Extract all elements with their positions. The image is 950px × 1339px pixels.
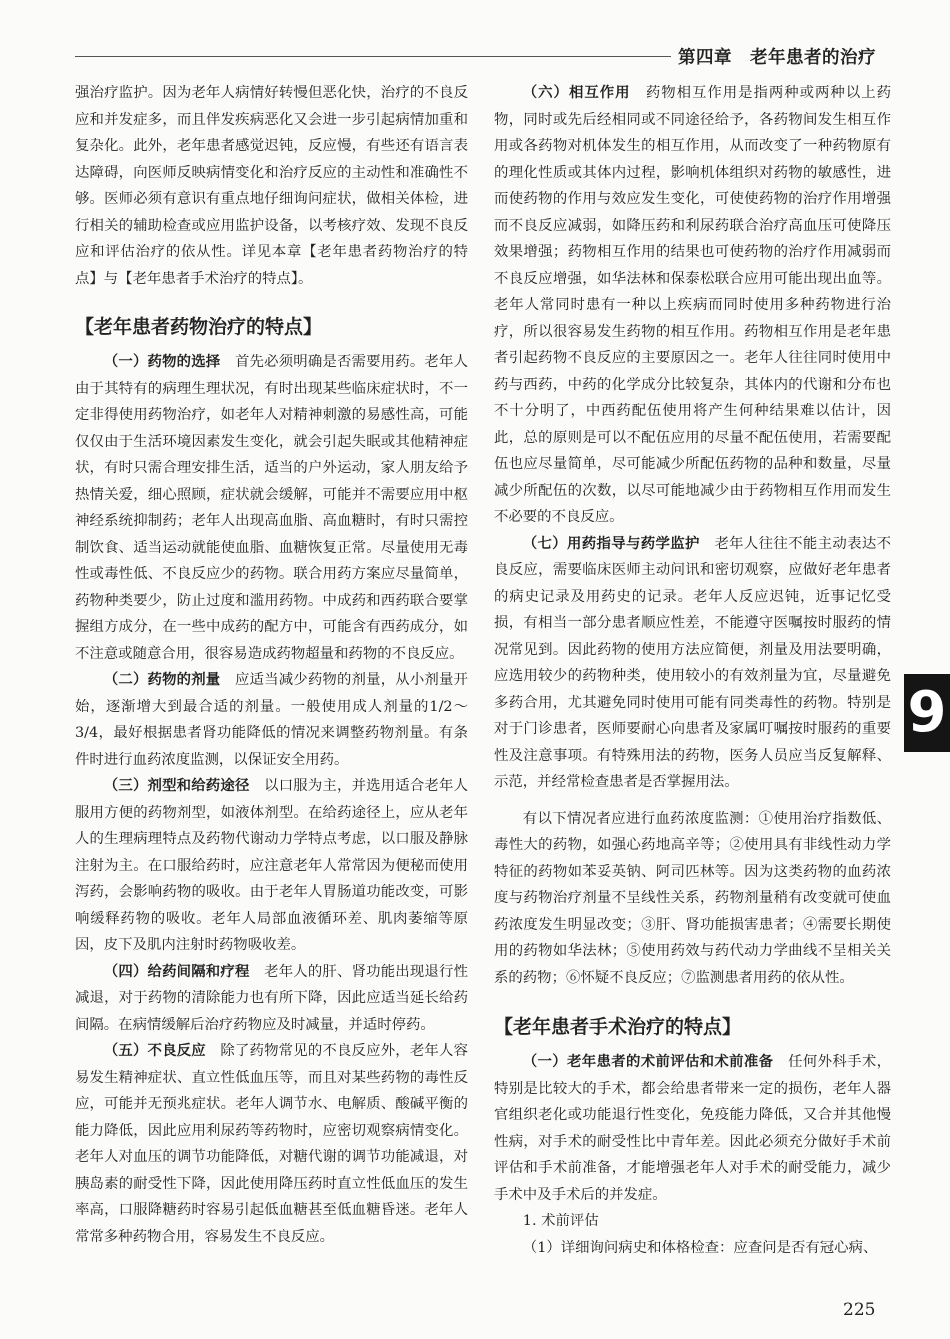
subheading: （七）用药指导与药学监护: [522, 535, 700, 552]
running-header: 第四章 老年患者的治疗: [678, 48, 876, 68]
numbered-item: 1. 术前评估: [522, 1213, 599, 1229]
subheading: （四）给药间隔和疗程: [103, 963, 250, 980]
section-heading-drug-therapy: 【老年患者药物治疗的特点】: [75, 316, 323, 338]
paragraph-text: 老年人往往不能主动表达不良反应，需要临床医师主动问讯和密切观察，应做好老年患者的病史记录及用药史的记录。老年人反应迟钝，近事记忆受损，有相当一部分患者顺应性差，不能遵守医嘱按时服药的情况常见到。因此药物的使用方法应简便，剂量及用法要明确，应选用较少的药物种类，使用较小的有效剂量为宜，尽量避免多药合用，尤其避免同时使用可能有同类毒性的药物。特别是对于门诊患者，医师要耐心向患者及家属叮嘱按时服药的重要性及注意事项。有特殊用法的药物，医务人员应当反复解释、示范，并经常检查患者是否掌握用法。: [494, 535, 891, 790]
subheading: （六）相互作用: [522, 85, 631, 101]
paragraph: [494, 1049, 891, 1208]
subheading: （五）不良反应: [103, 1043, 206, 1059]
paragraph-text: 首先必须明确是否需要用药。老年人由于其特有的病理生理状况，有时出现某些临床症状时，不一定非得使用药物治疗，如老年人对精神刺激的易感性高，可能仅仅由于生活环境因素发生变化，就会引起失眠或其他精神症状，有时只需合理安排生活，适当的户外运动，家人朋友给予热情关爱，细心照顾，症状就会缓解，可能并不需要应用中枢神经系统抑制药；老年人出现高血脂、高血糖时，有时只需控制饮食、适当运动就能使血脂、血糖恢复正常。尽量使用无毒性或毒性低、不良反应少的药物。联合用药方案应尽量简单，药物种类要少，防止过度和滥用药物。中成药和西药联合要掌握组方成分，在一些中成药的配方中，可能含有西药成分，如不注意或随意合用，很容易造成药物超量和药物的不良反应。: [75, 354, 468, 662]
chapter-tab: 9: [904, 674, 950, 752]
paragraph-text: 任何外科手术，特别是比较大的手术，都会给患者带来一定的损伤，老年人器官组织老化或功能退行性变化，免疫能力降低，又合并其他慢性病，对手术的耐受性比中青年差。因此必须充分做好手术前评估和手术前准备，才能增强老年人对手术的耐受能力，减少手术中及手术后的并发症。: [494, 1054, 891, 1203]
paragraph: 有以下情况者应进行血药浓度监测：①使用治疗指数低、毒性大的药物，如强心药地高辛等；②使用具有非线性动力学特征的药物如苯妥英钠、阿司匹林等。因为这类药物的血药浓度与药物治疗剂量不呈线性关系，药物剂量稍有改变就可使血药浓度发生明显改变；③肝、肾功能损害患者；④需要长期使用的药物如华法林；⑤使用药效与药代动力学曲线不呈相关关系的药物；⑥怀疑不良反应；⑦监测患者用药的依从性。: [494, 810, 891, 986]
paragraph: （1）详细询问病史和体格检查：应查问是否有冠心病、: [522, 1239, 878, 1256]
subheading: （二）药物的剂量: [103, 672, 221, 688]
subheading: （一）药物的选择: [103, 354, 221, 370]
paragraph: [75, 349, 468, 667]
paragraph: [75, 959, 468, 1039]
paragraph: 强治疗监护。因为老年人病情好转慢但恶化快，治疗的不良反应和并发症多，而且伴发疾病恶化又会进一步引起病情加重和复杂化。此外，老年患者感觉迟钝，反应慢，有些还有语言表达障碍，向医师反映病情变化和治疗反应的主动性和准确性不够。医师必须有意识有重点地仔细询问症状，做相关体检，进行相关的辅助检查或应用监护设备，以考核疗效、发现不良反应和评估治疗的依从性。详见本章【老年患者药物治疗的特点】与【老年患者手术治疗的特点】。: [75, 85, 468, 287]
paragraph-text: 应适当减少药物的剂量，从小剂量开始，逐渐增大到最合适的剂量。一般使用成人剂量的1/2～3/4，最好根据患者肾功能降低的情况来调整药物剂量。有条件时进行血药浓度监测，以保证安全用药。: [75, 672, 468, 768]
paragraph: [494, 80, 891, 531]
header-rule: [75, 56, 671, 57]
paragraph: [75, 1038, 468, 1250]
paragraph-text: 以口服为主，并选用适合老年人服用方便的药物剂型，如液体剂型。在给药途径上，应从老年人的生理病理特点及药物代谢动力学特点考虑，以口服及静脉注射为主。在口服给药时，应注意老年人常常因为便秘而使用泻药，会影响药物的吸收。由于老年人胃肠道功能改变，可影响缓释药物的吸收。老年人局部血液循环差、肌肉萎缩等原因，皮下及肌内注射时药物吸收差。: [75, 778, 468, 953]
section-heading-surgery: 【老年患者手术治疗的特点】: [494, 1016, 742, 1038]
left-column: [75, 80, 468, 1250]
paragraph: [75, 773, 468, 959]
paragraph: [75, 667, 468, 773]
paragraph-text: 药物相互作用是指两种或两种以上药物，同时或先后经相同或不同途径给予，各药物间发生相互作用或各药物对机体发生的相互作用，从而改变了一种药物原有的理化性质或其体内过程，影响机体组织对药物的敏感性，进而使药物的作用与效应发生变化，可使使药物的治疗作用增强而不良反应减弱，如降压药和利尿药联合治疗高血压可使降压效果增强；药物相互作用的结果也可使药物的治疗作用减弱而不良反应增强，如华法林和保泰松联合应用可能出现出血等。老年人常同时患有一种以上疾病而同时使用多种药物进行治疗，所以很容易发生药物的相互作用。药物相互作用是老年患者引起药物不良反应的主要原因之一。老年人往往同时使用中药与西药，中药的化学成分比较复杂，其体内的代谢和分布也不十分明了，中西药配伍使用将产生何种结果难以估计，因此，总的原则是可以不配伍应用的尽量不配伍使用，若需要配伍也应尽量简单，尽可能减少所配伍药物的品种和数量，尽量减少所配伍的次数，以尽可能地减少由于药物相互作用而发生不必要的不良反应。: [494, 85, 891, 525]
paragraph-text: 老年人的肝、肾功能出现退行性减退，对于药物的清除能力也有所下降，因此应适当延长给药间隔。在病情缓解后治疗药物应及时减量，并适时停药。: [75, 963, 468, 1033]
paragraph: [494, 531, 891, 796]
subheading: （一）老年患者的术前评估和术前准备: [522, 1054, 774, 1070]
page-number: 225: [843, 1300, 876, 1320]
subheading: （三）剂型和给药途径: [103, 778, 250, 794]
paragraph-text: 除了药物常见的不良反应外，老年人容易发生精神症状、直立性低血压等，而且对某些药物的毒性反应，可能并无预兆症状。老年人调节水、电解质、酸碱平衡的能力降低，因此应用利尿药等药物时，应密切观察病情变化。老年人对血压的调节功能降低，对糖代谢的调节功能减退，对胰岛素的耐受性下降，因此使用降压药时直立性低血压的发生率高，口服降糖药时容易引起低血糖甚至低血糖昏迷。老年人常常多种药物合用，容易发生不良反应。: [75, 1043, 468, 1245]
right-column: [494, 80, 891, 1261]
